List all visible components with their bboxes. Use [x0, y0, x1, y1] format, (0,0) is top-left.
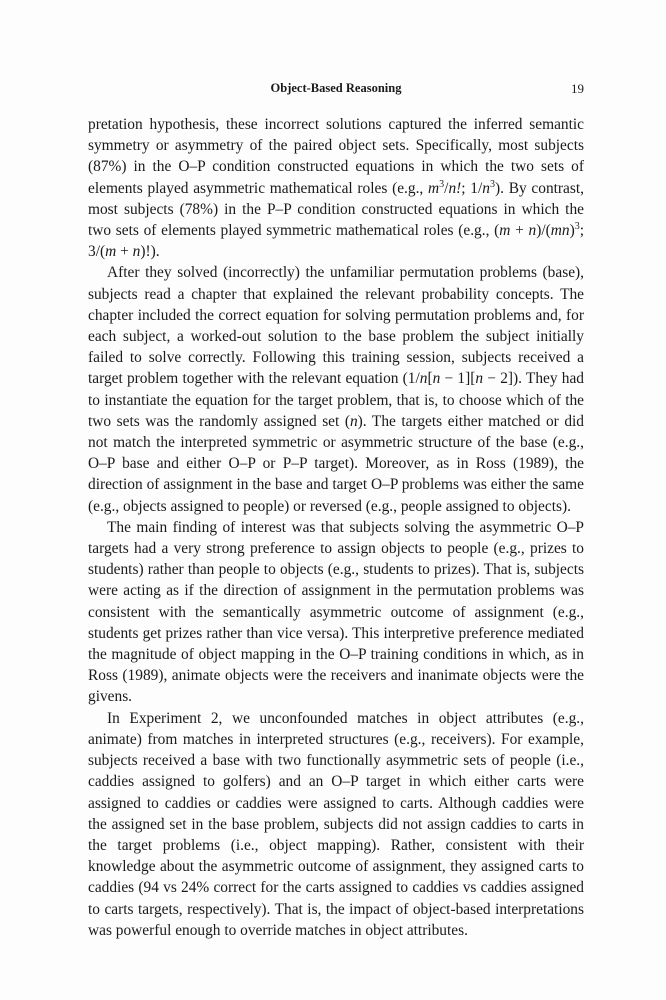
- text-segment: − 1][: [440, 370, 476, 388]
- text-segment: ). The targets either matched or did not match the interpreted symmetric or asymmetric structure of the base (e.g., O–P base and either O–P or P–P target). Moreover, as in Ross (1989), the direction of assignment in the base and target O–P problems was either the same (e.g., objects assigned to people) or reversed (e.g., people assigned to objects).: [88, 412, 584, 515]
- paragraph: [88, 517, 584, 708]
- text-segment: m: [499, 222, 511, 240]
- text-segment: [: [427, 370, 433, 388]
- paragraph: [88, 708, 584, 941]
- text-segment: In Experiment 2, we unconfounded matches in object attributes (e.g., animate) from matches in interpreted structures (e.g., receivers). For example, subjects received a base with two functionally asymmetric sets of people (i.e., caddies assigned to golfers) and an O–P target in which either carts were assigned to caddies or caddies were assigned to carts. Although caddies were the assigned set in the base problem, subjects did not assign caddies to carts in the target problems (i.e., object mapping). Rather, consistent with their knowledge about the asymmetric outcome of assignment, they assigned carts to caddies (94 vs 24% correct for the carts assigned to caddies vs caddies assigned to carts targets, respectively). That is, the impact of object-based interpretations was powerful enough to override matches in object attributes.: [88, 709, 584, 939]
- text-segment: mn: [550, 222, 570, 240]
- page-number: 19: [571, 81, 584, 96]
- text-segment: 3: [489, 178, 495, 190]
- text-segment: ; 1/: [461, 179, 483, 197]
- text-segment: n!: [448, 179, 462, 197]
- running-title: Object-Based Reasoning: [270, 81, 402, 95]
- text-segment: /: [444, 179, 449, 197]
- text-segment: n: [349, 412, 358, 430]
- text-segment: ; 3/(: [88, 222, 584, 261]
- text-segment: +: [116, 243, 133, 261]
- text-segment: m: [105, 243, 117, 261]
- text-segment: After they solved (incorrectly) the unfamiliar permutation problems (base), subjects read a chapter that explained the relevant probability concepts. The chapter included the correct equation for solving permutation problems and, for each subject, a worked-out solution to the base problem the subject initially failed to solve correctly. Following this training session, subjects received a target problem together with the relevant equation (1/: [88, 264, 584, 388]
- text-segment: m: [428, 179, 440, 197]
- text-segment: n: [419, 370, 428, 388]
- body-text: [88, 114, 584, 941]
- text-segment: +: [510, 222, 529, 240]
- text-segment: pretation hypothesis, these incorrect solutions captured the inferred semantic symmetry or asymmetry of the paired object sets. Specifically, most subjects (87%) in the O–P condition constructed equations in which the two sets of elements played asymmetric mathematical roles (e.g.,: [88, 116, 584, 197]
- text-segment: n: [132, 243, 141, 261]
- book-page: [88, 78, 584, 941]
- text-segment: The main finding of interest was that subjects solving the asymmetric O–P targets had a very strong preference to assign objects to people (e.g., prizes to students) rather than people to objects (e.g., students to prizes). That is, subjects were acting as if the direction of assignment in the permutation problems was consistent with the semantically asymmetric outcome of assignment (e.g., students get prizes rather than vice versa). This interpretive preference mediated the magnitude of object mapping in the O–P training conditions in which, as in Ross (1989), animate objects were the receivers and inanimate objects were the givens.: [88, 518, 584, 706]
- text-segment: 3: [574, 220, 580, 232]
- text-segment: − 2]). They had to instantiate the equation for the target problem, that is, to choose which of the two sets was the randomly assigned set (: [88, 370, 584, 430]
- text-segment: n: [482, 179, 490, 197]
- text-segment: ): [569, 222, 575, 240]
- text-segment: ). By contrast, most subjects (78%) in the P–P condition constructed equations in which the two sets of elements played symmetric mathematical roles (e.g., (: [88, 179, 584, 240]
- text-segment: )!).: [140, 243, 160, 261]
- text-segment: )/(: [536, 222, 551, 240]
- text-segment: n: [432, 370, 441, 388]
- paragraph: [88, 262, 584, 516]
- text-segment: n: [528, 222, 537, 240]
- text-segment: n: [475, 370, 484, 388]
- paragraph: [88, 114, 584, 262]
- text-segment: 3: [439, 178, 445, 190]
- running-head: [88, 78, 584, 100]
